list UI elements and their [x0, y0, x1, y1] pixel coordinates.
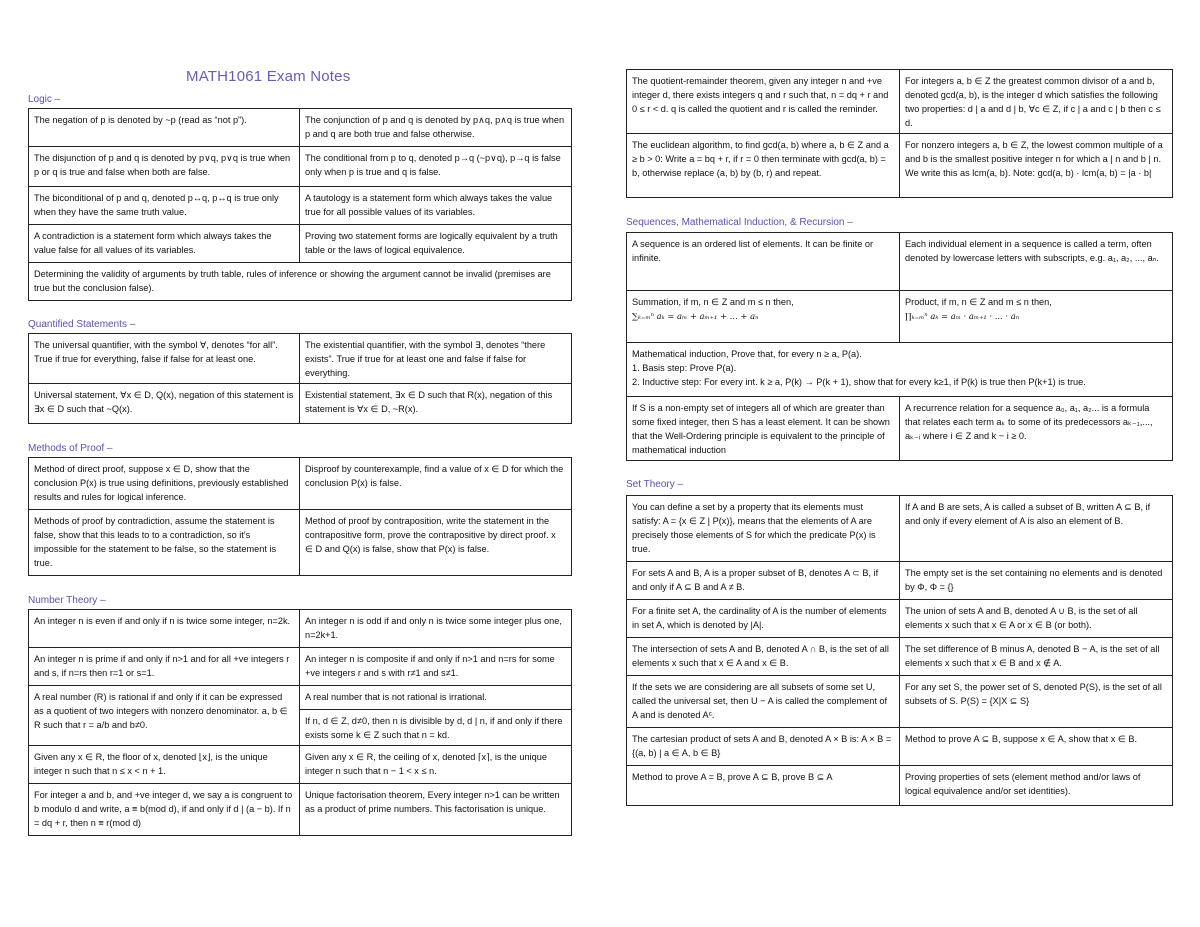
direct-proof: Method of direct proof, suppose x ∈ D, show that the conclusion P(x) is true using definitions, previously established results and rules for logical inference. [29, 458, 300, 510]
logic-biconditional: The biconditional of p and q, denoted p↔q, p↔q is true only when they have the same truth value. [29, 187, 300, 225]
logic-contradiction: A contradiction is a statement form which always takes the value false for all values of its variables. [29, 225, 300, 263]
set-difference: The set difference of B minus A, denoted B − A, is the set of all elements x such that x ∈ B and x ∉ A. [900, 638, 1173, 676]
lcm-definition: For nonzero integers a, b ∈ Z, the lowest common multiple of a and b is the smallest positive integer n for which a | n and b | n. We write this as lcm(a, b). Note: gcd(a, b) · lcm(a, b) = |a · b| [900, 134, 1173, 198]
subset: If A and B are sets, A is called a subset of B, written A ⊆ B, if and only if every element of A is also an element of B. [900, 496, 1173, 562]
rational-number: A real number (R) is rational if and only if it can be expressed as a quotient of two integers with nonzero denominator. a, b ∈ R such that r = a/b and b≠0. [29, 686, 300, 746]
existential-quantifier: The existential quantifier, with the symbol ∃, denotes “there exists”. True if true for at least one and false if false for everything. [300, 334, 572, 384]
counterexample: Disproof by counterexample, find a value of x ∈ D for which the conclusion P(x) is false. [300, 458, 572, 510]
union: The union of sets A and B, denoted A ∪ B, is the set of all elements x such that x ∈ A or x ∈ B (or both). [900, 600, 1173, 638]
recurrence-relation: A recurrence relation for a sequence a₀, a₁, a₂... is a formula that relates each term aₖ to some of its predecessors aₖ₋₁,..., aₖ₋ᵢ where i ∈ Z and k − i ≥ 0. [900, 397, 1173, 461]
sequence-definition: A sequence is an ordered list of elements. It can be finite or infinite. [627, 233, 900, 291]
logic-disjunction: The disjunction of p and q is denoted by p∨q, p∨q is true when p or q is true and false when both are false. [29, 147, 300, 187]
divisibility: If n, d ∈ Z, d≠0, then n is divisible by d, d | n, if and only if there exists some k ∈ Z such that n = kd. [300, 710, 572, 746]
even-integer: An integer n is even if and only if n is twice some integer, n=2k. [29, 610, 300, 648]
logic-conjunction: The conjunction of p and q is denoted by p∧q, p∧q is true when p and q are both true and false otherwise. [300, 109, 572, 147]
logic-tautology: A tautology is a statement form which always takes the value true for all possible values of its variables. [300, 187, 572, 225]
complement: If the sets we are considering are all subsets of some set U, called the universal set, then U − A is called the complement of A and is denoted Aᶜ. [627, 676, 900, 728]
proof-contradiction: Methods of proof by contradiction, assume the statement is false, show that this leads to to a contradiction, so it's impossible for the statement to be false, so the statement is true. [29, 510, 300, 576]
summation [627, 291, 900, 343]
euclidean-algorithm: The euclidean algorithm, to find gcd(a, b) where a, b ∈ Z and a ≥ b > 0: Write a = bq + r, if r = 0 then terminate with gcd(a, b) = b, otherwise replace (a, b) by (b, r) and repeat. [627, 134, 900, 198]
composite-integer: An integer n is composite if and only if n>1 and n=rs for some +ve integers r and s with r≠1 and s≠1. [300, 648, 572, 686]
universal-statement: Universal statement, ∀x ∈ D, Q(x), negation of this statement is ∃x ∈ D such that ~Q(x). [29, 384, 300, 424]
prime-integer: An integer n is prime if and only if n>1 and for all +ve integers r and s, if n=rs then r=1 or s=1. [29, 648, 300, 686]
logic-equivalence: Proving two statement forms are logically equivalent by a truth table or the laws of logical equivalence. [300, 225, 572, 263]
sequences-table [626, 232, 1173, 461]
product [900, 291, 1173, 343]
section-sequences-heading: Sequences, Mathematical Induction, & Recursion – [626, 217, 853, 228]
quantified-table [28, 333, 572, 424]
set-properties: Proving properties of sets (element method and/or laws of logical equivalence and/or set identities). [900, 766, 1173, 806]
logic-conditional: The conditional from p to q, denoted p→q (~p∨q), p→q is false only when p is true and q is false. [300, 147, 572, 187]
summation-label: Summation, if m, n ∈ Z and m ≤ n then, [632, 297, 794, 307]
product-label: Product, if m, n ∈ Z and m ≤ n then, [905, 297, 1052, 307]
term-definition: Each individual element in a sequence is called a term, often denoted by lowercase letters with subscripts, e.g. a₁, a₂, ..., aₙ. [900, 233, 1173, 291]
summation-formula: ∑ₖ₌ₘⁿ aₖ = aₘ + aₘ₊₁ + ... + aₙ [632, 311, 759, 321]
induction-basis: 1. Basis step: Prove P(a). [632, 363, 737, 373]
logic-validity: Determining the validity of arguments by truth table, rules of inference or showing the argument cannot be invalid (premises are true but the conclusion false). [29, 263, 572, 301]
proof-contraposition: Method of proof by contraposition, write the statement in the contrapositive form, prove the contrapositive by direct proof. x ∈ D and Q(x) is false, show that P(x) is false. [300, 510, 572, 576]
well-ordering: If S is a non-empty set of integers all of which are greater than some fixed integer, then S has a least element. It can be shown that the Well-Ordering principle is equivalent to the principle of mathematical induction [627, 397, 900, 461]
ceiling-function: Given any x ∈ R, the ceiling of x, denoted ⌈x⌉, is the unique integer n such that n − 1 < x ≤ n. [300, 746, 572, 784]
quotient-remainder: The quotient-remainder theorem, given any integer n and +ve integer d, there exists integers q and r such that, n = dq + r and 0 ≤ r < d. q is called the quotient and r is called the reminder. [627, 70, 900, 134]
induction-statement: Mathematical induction, Prove that, for every n ≥ a, P(a). [632, 349, 862, 359]
induction-step: 2. Inductive step: For every int. k ≥ a, P(k) → P(k + 1), show that for every k≥1, if P(k) is true then P(k+1) is true. [632, 377, 1086, 387]
cardinality: For a finite set A, the cardinality of A is the number of elements in set A, which is denoted by |A|. [627, 600, 900, 638]
page-title: MATH1061 Exam Notes [186, 68, 351, 85]
unique-factorisation: Unique factorisation theorem, Every integer n>1 can be written as a product of prime numbers. This factorisation is unique. [300, 784, 572, 836]
proper-subset: For sets A and B, A is a proper subset of B, denotes A ⊂ B, if and only if A ⊆ B and A ≠ B. [627, 562, 900, 600]
mathematical-induction [627, 343, 1173, 397]
empty-set: The empty set is the set containing no elements and is denoted by Φ, Φ = {} [900, 562, 1173, 600]
prove-equality: Method to prove A = B, prove A ⊆ B, prove B ⊆ A [627, 766, 900, 806]
logic-negation: The negation of p is denoted by ~p (read as “not p”). [29, 109, 300, 147]
product-formula: ∏ₖ₌ₘⁿ aₖ = aₘ · aₘ₊₁ · ... · aₙ [905, 311, 1020, 321]
congruence: For integer a and b, and +ve integer d, we say a is congruent to b modulo d and write, a ≡ b(mod d), if and only if d | (a − b). If n = dq + r, then n ≡ r(mod d) [29, 784, 300, 836]
section-number-heading: Number Theory – [28, 595, 106, 606]
universal-quantifier: The universal quantifier, with the symbol ∀, denotes “for all”. True if true for everything, false if false for at least one. [29, 334, 300, 384]
prove-subset: Method to prove A ⊆ B, suppose x ∈ A, show that x ∈ B. [900, 728, 1173, 766]
section-logic-heading: Logic – [28, 94, 61, 105]
section-sets-heading: Set Theory – [626, 479, 684, 490]
existential-statement: Existential statement, ∃x ∈ D such that R(x), negation of this statement is ∀x ∈ D, ~R(x). [300, 384, 572, 424]
section-proof-heading: Methods of Proof – [28, 443, 113, 454]
logic-table [28, 108, 572, 301]
cartesian-product: The cartesian product of sets A and B, denoted A × B is: A × B = {(a, b) | a ∈ A, b ∈ B} [627, 728, 900, 766]
irrational-number: A real number that is not rational is irrational. [300, 686, 572, 710]
section-quantified-heading: Quantified Statements – [28, 319, 136, 330]
power-set: For any set S, the power set of S, denoted P(S), is the set of all subsets of S. P(S) = {X|X ⊆ S} [900, 676, 1173, 728]
intersection: The intersection of sets A and B, denoted A ∩ B, is the set of all elements x such that x ∈ A and x ∈ B. [627, 638, 900, 676]
proof-table [28, 457, 572, 576]
sets-table [626, 495, 1173, 806]
gcd-definition: For integers a, b ∈ Z the greatest common divisor of a and b, denoted gcd(a, b), is the integer d which satisfies the following two properties: d | a and d | b, ∀c ∈ Z, if c | a and c | b then c ≤ d. [900, 70, 1173, 134]
floor-function: Given any x ∈ R, the floor of x, denoted ⌊x⌋, is the unique integer n such that n ≤ x < n + 1. [29, 746, 300, 784]
odd-integer: An integer n is odd if and only n is twice some integer plus one, n=2k+1. [300, 610, 572, 648]
number-table [28, 609, 572, 836]
quotient-table [626, 69, 1173, 198]
set-builder: You can define a set by a property that its elements must satisfy: A = {x ∈ Z | P(x)}, means that the elements of A are precisely those elements of S for which the predicate P(x) is true. [627, 496, 900, 562]
